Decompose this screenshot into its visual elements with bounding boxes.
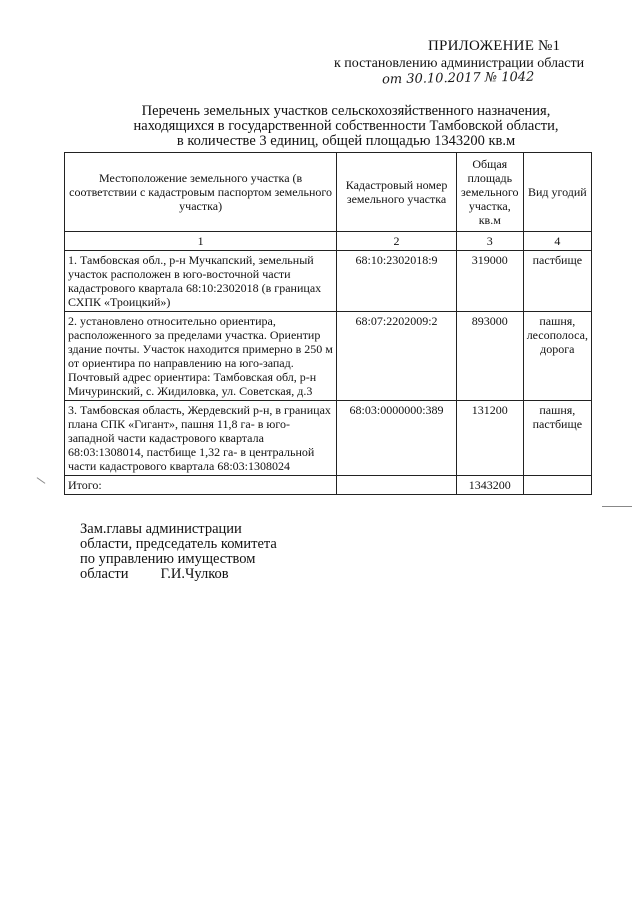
- total-row: [65, 476, 592, 495]
- column-number: 2: [337, 232, 457, 251]
- row-area: 893000: [456, 312, 523, 401]
- header-cadastral: Кадастровый номер земельного участка: [337, 153, 457, 232]
- heading-line-2: находящихся в государственной собственности Тамбовской области,: [133, 118, 559, 134]
- column-number: 3: [456, 232, 523, 251]
- row-land-type: пашня, пастбище: [523, 401, 591, 476]
- row-cadastral: 68:10:2302018:9: [337, 251, 457, 312]
- row-cadastral: 68:03:0000000:389: [337, 401, 457, 476]
- total-empty-cell: [523, 476, 591, 495]
- signature-line-4: [80, 567, 277, 582]
- total-area: 1343200: [456, 476, 523, 495]
- appendix-handwritten-date-number: от 30.10.2017 № 1042: [381, 69, 535, 88]
- table-row: [65, 312, 592, 401]
- row-land-type: пашня, лесополоса, дорога: [523, 312, 591, 401]
- total-label: Итого:: [65, 476, 337, 495]
- header-location: Местоположение земельного участка (в соответствии с кадастровым паспортом земельного участка): [65, 153, 337, 232]
- row-location: 1. Тамбовская обл., р-н Мучкапский, земельный участок расположен в юго-восточной части кадастрового квартала 68:10:2302018 (в границах СХПК «Троицкий»): [65, 251, 337, 312]
- appendix-subtitle: к постановлению администрации области: [334, 56, 585, 71]
- row-cadastral: 68:07:2202009:2: [337, 312, 457, 401]
- row-location: 3. Тамбовская область, Жердевский р-н, в границах плана СПК «Гигант», пашня 11,8 га- в юго-западной части кадастрового квартала 68:03:1308014, пастбище 1,32 га- в центральной части кадастрового квартала 68:03:1308024: [65, 401, 337, 476]
- total-empty-cell: [337, 476, 457, 495]
- signature-block: [80, 522, 277, 582]
- row-location: 2. установлено относительно ориентира, расположенного за пределами участка. Ориентир здание почты. Участок находится примерно в 250 м от ориентира по направлению на юго-запад. Почтовый адрес ориентира: Тамбовская обл, р-н Мичуринский, с. Жидиловка, ул. Советская, д.3: [65, 312, 337, 401]
- document-heading: [66, 104, 626, 149]
- signature-line-3: по управлению имуществом: [80, 551, 256, 567]
- column-number-row: [65, 232, 592, 251]
- row-land-type: пастбище: [523, 251, 591, 312]
- header-area: Общая площадь земельного участка, кв.м: [456, 153, 523, 232]
- scan-mark: [37, 477, 46, 484]
- row-area: 319000: [456, 251, 523, 312]
- heading-line-3: в количестве 3 единиц, общей площадью 1343200 кв.м: [176, 133, 516, 149]
- table-header-row: [65, 153, 592, 232]
- land-plots-table: [64, 152, 592, 495]
- column-number: 1: [65, 232, 337, 251]
- column-number: 4: [523, 232, 591, 251]
- table-row: [65, 401, 592, 476]
- signature-name: Г.И.Чулков: [160, 566, 229, 582]
- header-land-type: Вид угодий: [523, 153, 591, 232]
- signature-line-1: Зам.главы администрации: [80, 521, 242, 537]
- heading-line-1: Перечень земельных участков сельскохозяйственного назначения,: [141, 103, 551, 119]
- appendix-title: ПРИЛОЖЕНИЕ №1: [428, 38, 561, 54]
- signature-region: области: [80, 566, 129, 582]
- table-row: [65, 251, 592, 312]
- signature-line-2: области, председатель комитета: [80, 536, 277, 552]
- row-area: 131200: [456, 401, 523, 476]
- scan-mark: [602, 506, 632, 507]
